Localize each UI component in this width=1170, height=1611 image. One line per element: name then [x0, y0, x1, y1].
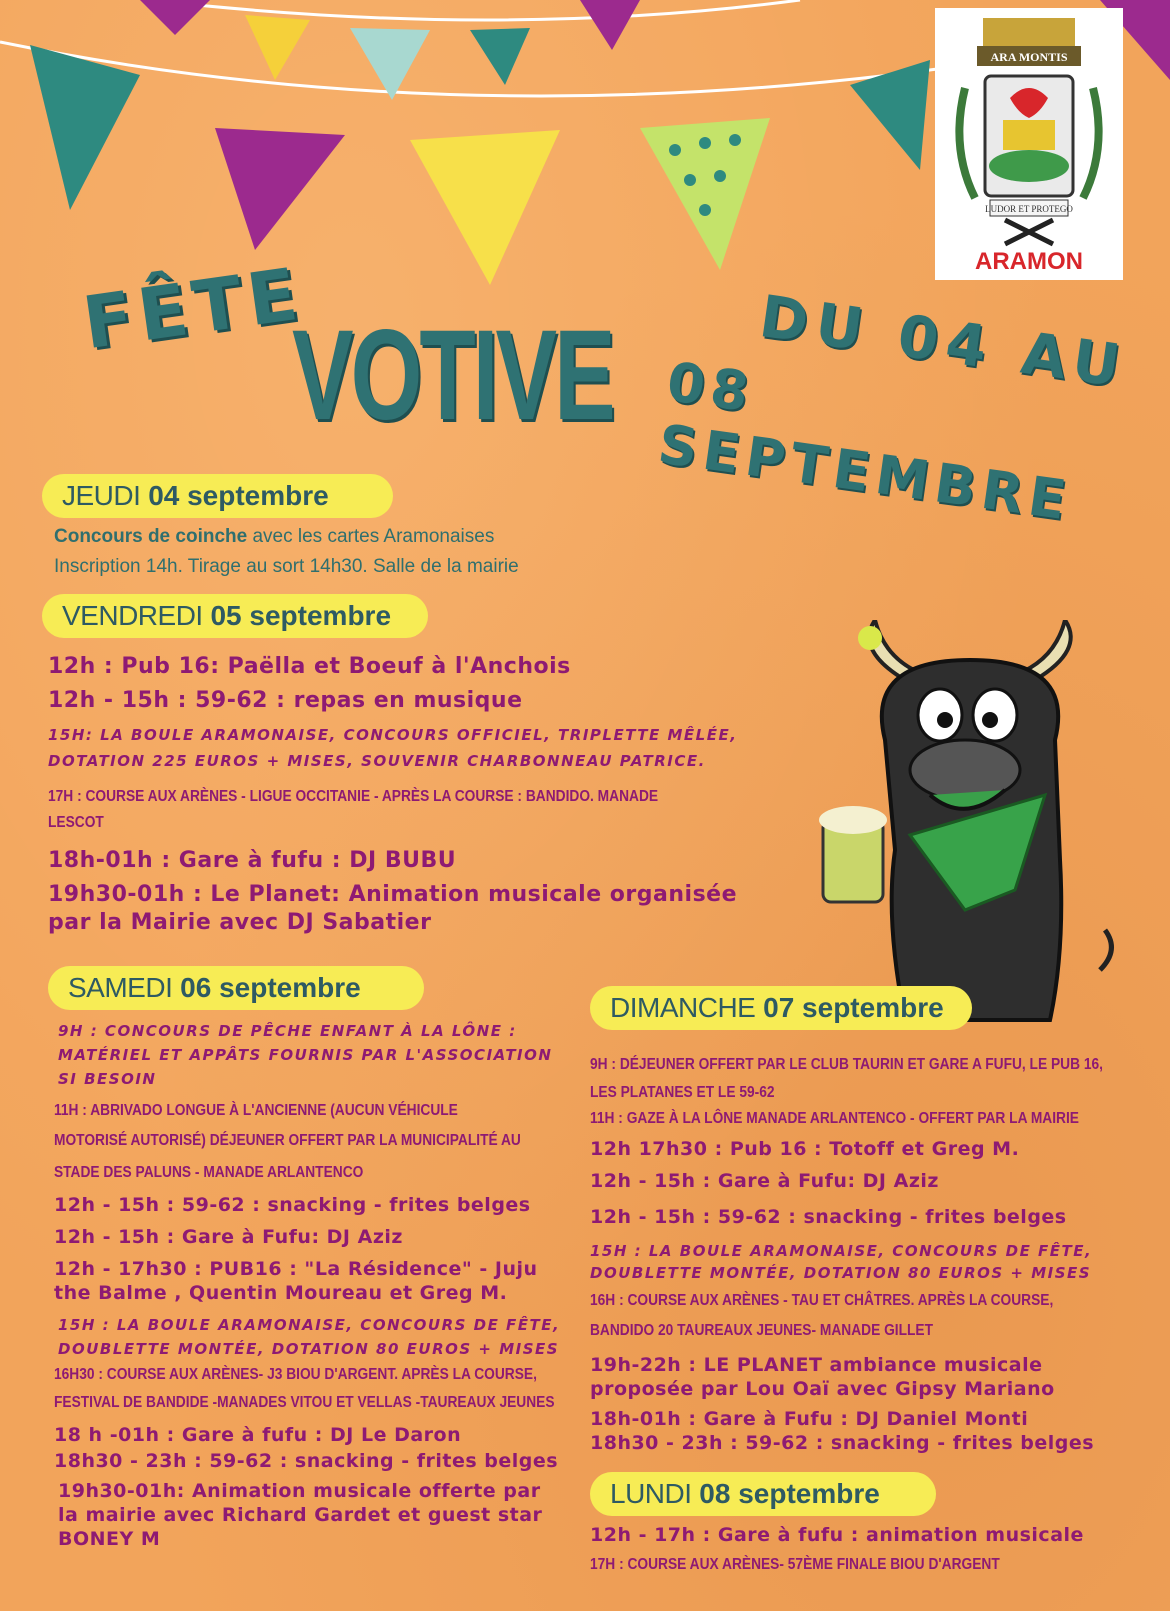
samedi-line: STADE DES PALUNS - MANADE ARLANTENCO — [54, 1164, 364, 1181]
day-date: 06 septembre — [180, 972, 361, 1003]
dimanche-line: 9H : DÉJEUNER OFFERT PAR LE CLUB TAURIN ET GARE A FUFU, LE PUB 16, — [590, 1056, 1103, 1073]
day-date: 04 septembre — [148, 480, 329, 511]
title-fete: FÊTE — [78, 251, 309, 366]
samedi-line: FESTIVAL DE BANDIDE -MANADES VITOU ET VELLAS -TAUREAUX JEUNES — [54, 1394, 555, 1411]
samedi-line: 9H : CONCOURS DE PÊCHE ENFANT À LA LÔNE : — [58, 1022, 517, 1040]
day-date: 08 septembre — [699, 1478, 880, 1509]
vendredi-line: par la Mairie avec DJ Sabatier — [48, 910, 432, 935]
dimanche-line: DOUBLETTE MONTÉE, DOTATION 80 EUROS + MISES — [590, 1264, 1092, 1282]
samedi-line: MATÉRIEL ET APPÂTS FOURNIS PAR L'ASSOCIATION — [58, 1046, 553, 1064]
day-name: JEUDI — [62, 480, 141, 511]
jeudi-line-2: Inscription 14h. Tirage au sort 14h30. Salle de la mairie — [54, 556, 519, 577]
samedi-line: 15H : LA BOULE ARAMONAISE, CONCOURS DE FÊTE, — [58, 1316, 561, 1334]
day-date: 07 septembre — [763, 992, 944, 1023]
dimanche-line: 15H : LA BOULE ARAMONAISE, CONCOURS DE FÊTE, — [590, 1242, 1093, 1260]
coat-of-arms-icon — [935, 8, 1123, 248]
dimanche-line: BANDIDO 20 TAUREAUX JEUNES- MANADE GILLET — [590, 1322, 934, 1339]
dimanche-line: 11H : GAZE À LA LÔNE MANADE ARLANTENCO - OFFERT PAR LA MAIRIE — [590, 1110, 1079, 1127]
vendredi-line: LESCOT — [48, 814, 104, 831]
dimanche-line: 19h-22h : LE PLANET ambiance musicale — [590, 1354, 1043, 1376]
dimanche-line: LES PLATANES ET LE 59-62 — [590, 1084, 775, 1101]
day-name: LUNDI — [610, 1478, 692, 1509]
samedi-line: 12h - 17h30 : PUB16 : "La Résidence" - Juju — [54, 1258, 538, 1280]
vendredi-line: DOTATION 225 EUROS + MISES, SOUVENIR CHARBONNEAU PATRICE. — [48, 752, 706, 770]
day-name: VENDREDI — [62, 600, 203, 631]
jeudi-event-detail: avec les cartes Aramonaises — [247, 526, 495, 547]
title-dates-line2: 08 SEPTEMBRE — [654, 350, 1076, 533]
samedi-line: 18h30 - 23h : 59-62 : snacking - frites belges — [54, 1450, 559, 1472]
day-name: DIMANCHE — [610, 992, 756, 1023]
day-name: SAMEDI — [68, 972, 173, 1003]
jeudi-event-name: Concours de coinche — [54, 526, 248, 547]
vendredi-line: 12h - 15h : 59-62 : repas en musique — [48, 688, 523, 713]
dimanche-line: 12h 17h30 : Pub 16 : Totoff et Greg M. — [590, 1138, 1020, 1160]
dimanche-line: 12h - 15h : Gare à Fufu: DJ Aziz — [590, 1170, 939, 1192]
day-header-jeudi — [42, 474, 393, 518]
lundi-line: 12h - 17h : Gare à fufu : animation musicale — [590, 1524, 1084, 1546]
samedi-line: 11H : ABRIVADO LONGUE À L'ANCIENNE (AUCUN VÉHICULE — [54, 1102, 458, 1119]
day-header-samedi — [48, 966, 424, 1010]
day-header-lundi — [590, 1472, 936, 1516]
vendredi-line: 15H: LA BOULE ARAMONAISE, CONCOURS OFFICIEL, TRIPLETTE MÊLÉE, — [48, 726, 738, 744]
dimanche-line: proposée par Lou Oaï avec Gipsy Mariano — [590, 1378, 1055, 1400]
vendredi-line: 12h : Pub 16: Paëlla et Boeuf à l'Anchois — [48, 654, 571, 679]
day-header-vendredi — [42, 594, 428, 638]
day-date: 05 septembre — [210, 600, 392, 631]
dimanche-line: 18h30 - 23h : 59-62 : snacking - frites belges — [590, 1432, 1095, 1454]
day-header-dimanche — [590, 986, 972, 1030]
samedi-line: 19h30-01h: Animation musicale offerte par — [58, 1480, 541, 1502]
samedi-line: 12h - 15h : Gare à Fufu: DJ Aziz — [54, 1226, 403, 1248]
samedi-line: 16H30 : COURSE AUX ARÈNES- J3 BIOU D'ARGENT. APRÈS LA COURSE, — [54, 1366, 537, 1383]
vendredi-line: 19h30-01h : Le Planet: Animation musicale organisée — [48, 882, 738, 907]
vendredi-line: 18h-01h : Gare à fufu : DJ BUBU — [48, 848, 457, 873]
samedi-line: 18 h -01h : Gare à fufu : DJ Le Daron — [54, 1424, 462, 1446]
samedi-line: 12h - 15h : 59-62 : snacking - frites belges — [54, 1194, 531, 1216]
samedi-line: MOTORISÉ AUTORISÉ) DÉJEUNER OFFERT PAR LA MUNICIPALITÉ AU — [54, 1132, 521, 1149]
title-votive: VOTIVE — [292, 304, 613, 447]
title-dates-line1: DU 04 AU — [755, 282, 1132, 401]
dimanche-line: 12h - 15h : 59-62 : snacking - frites belges — [590, 1206, 1067, 1228]
samedi-line: DOUBLETTE MONTÉE, DOTATION 80 EUROS + MISES — [58, 1340, 560, 1358]
logo-banner-text: ARA MONTIS — [990, 50, 1068, 64]
samedi-line: SI BESOIN — [58, 1070, 157, 1088]
town-logo — [935, 8, 1123, 280]
lundi-line: 17H : COURSE AUX ARÈNES- 57ÈME FINALE BIOU D'ARGENT — [590, 1556, 1000, 1573]
bull-mascot-illustration — [815, 620, 1135, 1040]
samedi-line: the Balme , Quentin Moureau et Greg M. — [54, 1282, 508, 1304]
dimanche-line: 16H : COURSE AUX ARÈNES - TAU ET CHÂTRES. APRÈS LA COURSE, — [590, 1292, 1054, 1309]
dimanche-line: 18h-01h : Gare à Fufu : DJ Daniel Monti — [590, 1408, 1029, 1430]
logo-motto-text: LUDOR ET PROTEGO — [985, 204, 1073, 214]
logo-town-name: ARAMON — [975, 248, 1083, 275]
samedi-line: BONEY M — [58, 1528, 161, 1550]
jeudi-line-1 — [54, 526, 494, 548]
vendredi-line: 17H : COURSE AUX ARÈNES - LIGUE OCCITANIE - APRÈS LA COURSE : BANDIDO. MANADE — [48, 788, 659, 805]
samedi-line: la mairie avec Richard Gardet et guest star — [58, 1504, 543, 1526]
